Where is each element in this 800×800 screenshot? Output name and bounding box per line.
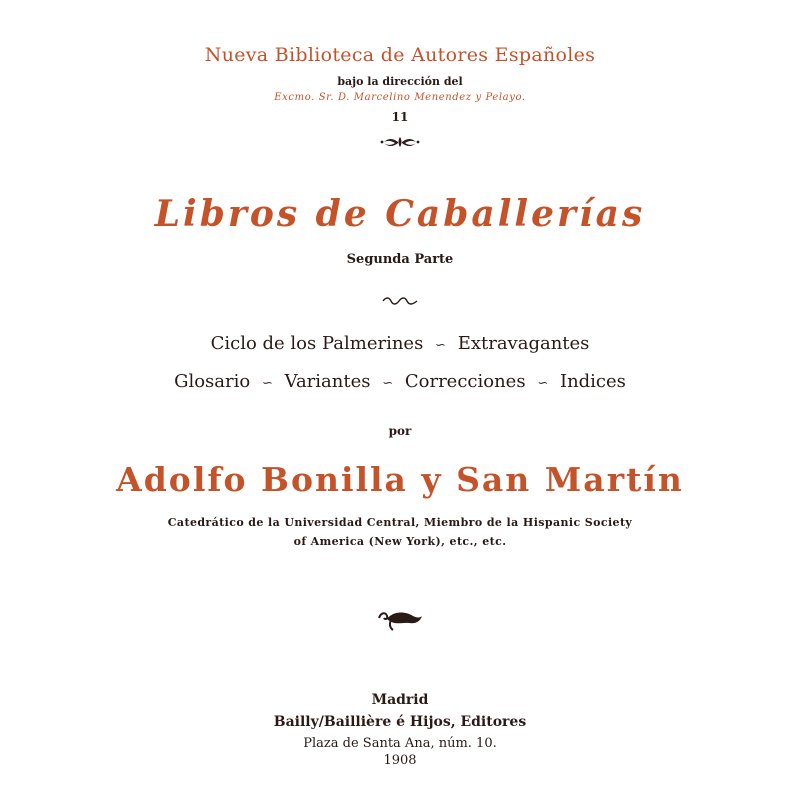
volume-number: 11 bbox=[391, 110, 409, 124]
contents-item: Extravagantes bbox=[457, 333, 590, 354]
imprint-publisher: Bailly/Baillière é Hijos, Editores bbox=[273, 714, 527, 730]
separator-glyph: ∽ bbox=[261, 376, 273, 391]
contents-item: Variantes bbox=[284, 371, 371, 392]
director-name: Excmo. Sr. D. Marcelino Menendez y Pelayo. bbox=[274, 92, 526, 103]
author-credentials-line-1: Catedrático de la Universidad Central, Miembro de la Hispanic Society bbox=[167, 516, 633, 529]
contents-item: Indices bbox=[559, 371, 626, 392]
direction-label: bajo la dirección del bbox=[337, 75, 463, 88]
imprint-year: 1908 bbox=[383, 753, 417, 768]
book-title: Libros de Caballerías bbox=[154, 193, 646, 235]
fleuron-ornament-icon bbox=[0, 134, 800, 154]
contents-line-2 bbox=[0, 371, 800, 392]
separator-glyph: ∽ bbox=[382, 376, 394, 391]
separator-glyph: ∽ bbox=[435, 338, 446, 353]
imprint-city: Madrid bbox=[371, 692, 429, 708]
leaf-tailpiece-ornament-icon bbox=[0, 606, 800, 636]
author-name: Adolfo Bonilla y San Martín bbox=[116, 460, 684, 499]
author-credentials-line-2: of America (New York), etc., etc. bbox=[293, 535, 507, 548]
contents-item: Glosario bbox=[174, 371, 251, 392]
book-subtitle: Segunda Parte bbox=[346, 252, 454, 267]
contents-line-1 bbox=[0, 333, 800, 354]
separator-glyph: ∽ bbox=[537, 376, 549, 391]
swirl-rule-ornament-icon bbox=[0, 290, 800, 309]
contents-item: Ciclo de los Palmerines bbox=[210, 333, 424, 354]
imprint-address: Plaza de Santa Ana, núm. 10. bbox=[303, 736, 497, 751]
por-label: por bbox=[388, 424, 412, 438]
series-title: Nueva Biblioteca de Autores Españoles bbox=[204, 44, 596, 66]
contents-item: Correcciones bbox=[404, 371, 526, 392]
